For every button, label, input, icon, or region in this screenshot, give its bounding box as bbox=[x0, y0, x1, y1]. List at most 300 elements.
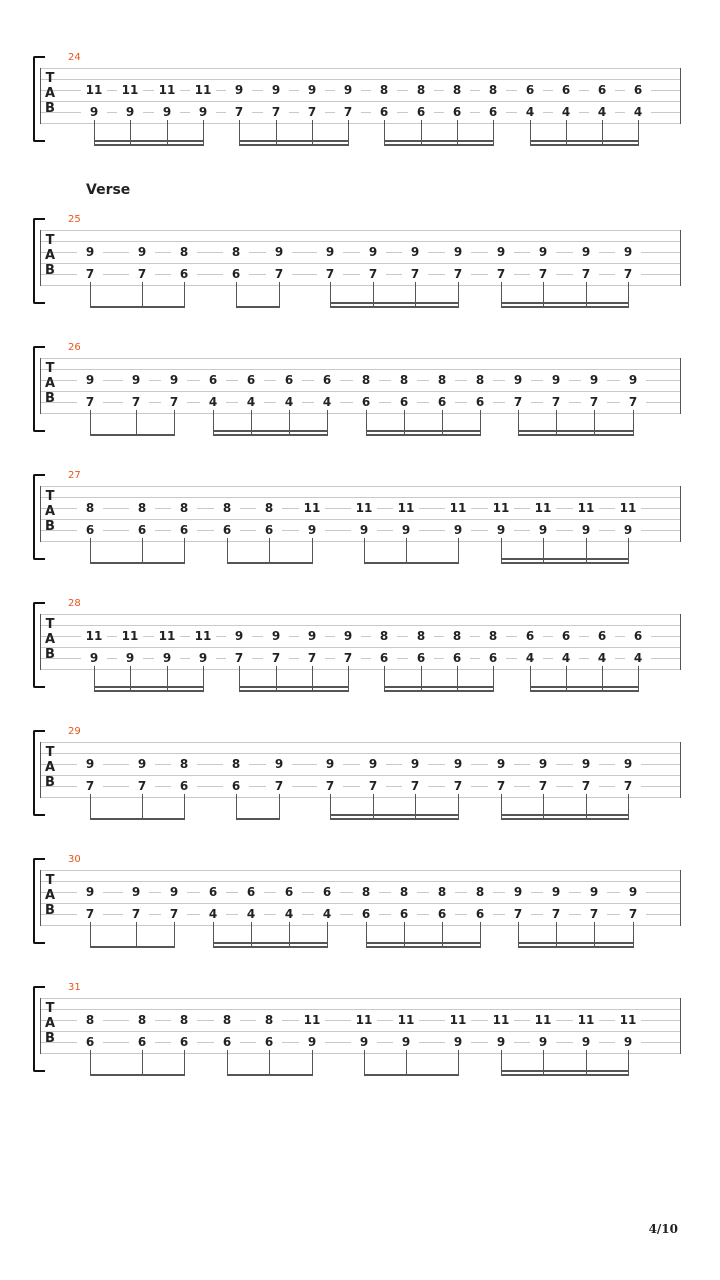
fret-number-lower: 9 bbox=[117, 106, 143, 118]
note-beam bbox=[366, 430, 481, 432]
fret-number-upper: 9 bbox=[543, 374, 569, 386]
note-stem bbox=[136, 922, 137, 948]
barline-start bbox=[40, 614, 41, 670]
note-stem bbox=[364, 1050, 365, 1076]
tab-system bbox=[0, 598, 720, 718]
fret-number-lower: 6 bbox=[480, 652, 506, 664]
note-stem bbox=[90, 922, 91, 948]
fret-number-upper: 11 bbox=[81, 84, 107, 96]
staff-line bbox=[40, 497, 681, 498]
note-beam bbox=[94, 140, 204, 142]
fret-number-upper: 9 bbox=[402, 246, 428, 258]
note-beam bbox=[90, 1074, 185, 1076]
note-stem bbox=[90, 794, 91, 820]
note-stem bbox=[94, 120, 95, 146]
page-number: 4/10 bbox=[648, 1222, 678, 1236]
tab-clef-letter: T bbox=[45, 617, 55, 632]
fret-number-upper: 9 bbox=[505, 374, 531, 386]
note-stem bbox=[556, 410, 557, 436]
fret-number-lower: 7 bbox=[488, 780, 514, 792]
note-stem bbox=[586, 282, 587, 308]
tab-clef-letter: A bbox=[44, 376, 56, 391]
fret-number-upper: 11 bbox=[190, 630, 216, 642]
note-stem bbox=[213, 410, 214, 436]
barline-end bbox=[680, 742, 681, 798]
fret-number-lower: 4 bbox=[200, 908, 226, 920]
note-stem bbox=[330, 282, 331, 308]
measure-number: 31 bbox=[68, 982, 81, 993]
fret-number-upper: 9 bbox=[266, 246, 292, 258]
staff-line bbox=[40, 101, 681, 102]
barline-end bbox=[680, 230, 681, 286]
fret-number-upper: 9 bbox=[123, 374, 149, 386]
barline-start bbox=[40, 68, 41, 124]
tab-system bbox=[0, 470, 720, 590]
note-stem bbox=[312, 666, 313, 692]
fret-number-upper: 11 bbox=[615, 502, 641, 514]
fret-number-upper: 6 bbox=[517, 630, 543, 642]
barline-end bbox=[680, 68, 681, 124]
tab-clef-letter: B bbox=[45, 775, 55, 790]
fret-number-upper: 8 bbox=[171, 1014, 197, 1026]
note-stem bbox=[269, 1050, 270, 1076]
fret-number-lower: 6 bbox=[353, 396, 379, 408]
barline-start bbox=[40, 230, 41, 286]
staff-line bbox=[40, 123, 681, 124]
staff-line bbox=[40, 358, 681, 359]
fret-number-lower: 6 bbox=[129, 1036, 155, 1048]
note-stem bbox=[184, 538, 185, 564]
fret-number-upper: 9 bbox=[266, 758, 292, 770]
fret-number-upper: 9 bbox=[581, 886, 607, 898]
note-stem bbox=[543, 538, 544, 564]
fret-number-upper: 8 bbox=[429, 374, 455, 386]
fret-number-lower: 6 bbox=[171, 268, 197, 280]
fret-number-lower: 6 bbox=[214, 524, 240, 536]
fret-number-upper: 8 bbox=[391, 374, 417, 386]
note-stem bbox=[167, 120, 168, 146]
note-stem bbox=[384, 666, 385, 692]
fret-number-lower: 6 bbox=[353, 908, 379, 920]
fret-number-upper: 11 bbox=[117, 630, 143, 642]
fret-number-upper: 8 bbox=[171, 758, 197, 770]
fret-number-upper: 9 bbox=[335, 84, 361, 96]
section-label: Verse bbox=[86, 182, 131, 198]
note-beam bbox=[501, 814, 629, 816]
note-beam bbox=[501, 818, 629, 820]
fret-number-lower: 6 bbox=[256, 524, 282, 536]
staff-line bbox=[40, 1009, 681, 1010]
note-beam bbox=[364, 562, 459, 564]
fret-number-upper: 8 bbox=[467, 886, 493, 898]
note-beam bbox=[239, 686, 349, 688]
fret-number-lower: 6 bbox=[467, 396, 493, 408]
note-stem bbox=[373, 794, 374, 820]
tab-clef-letter: T bbox=[45, 361, 55, 376]
fret-number-upper: 11 bbox=[393, 502, 419, 514]
fret-number-upper: 9 bbox=[77, 886, 103, 898]
fret-number-upper: 9 bbox=[335, 630, 361, 642]
fret-number-lower: 4 bbox=[276, 908, 302, 920]
fret-number-lower: 4 bbox=[517, 652, 543, 664]
fret-number-upper: 8 bbox=[371, 630, 397, 642]
staff-line bbox=[40, 647, 681, 648]
note-stem bbox=[518, 410, 519, 436]
fret-number-upper: 9 bbox=[488, 246, 514, 258]
note-stem bbox=[480, 922, 481, 948]
note-stem bbox=[366, 410, 367, 436]
fret-number-upper: 9 bbox=[226, 630, 252, 642]
note-stem bbox=[227, 538, 228, 564]
fret-number-lower: 6 bbox=[480, 106, 506, 118]
fret-number-lower: 7 bbox=[445, 268, 471, 280]
fret-number-upper: 9 bbox=[77, 374, 103, 386]
fret-number-upper: 9 bbox=[299, 630, 325, 642]
note-beam bbox=[384, 686, 494, 688]
tab-clef-letter: B bbox=[45, 519, 55, 534]
note-beam bbox=[90, 306, 185, 308]
fret-number-lower: 6 bbox=[371, 106, 397, 118]
note-stem bbox=[184, 794, 185, 820]
note-stem bbox=[174, 410, 175, 436]
fret-number-upper: 6 bbox=[517, 84, 543, 96]
fret-number-lower: 6 bbox=[171, 780, 197, 792]
note-beam bbox=[501, 1074, 629, 1076]
fret-number-lower: 7 bbox=[505, 396, 531, 408]
fret-number-upper: 9 bbox=[263, 630, 289, 642]
staff-line bbox=[40, 753, 681, 754]
fret-number-lower: 7 bbox=[77, 396, 103, 408]
fret-number-upper: 9 bbox=[530, 246, 556, 258]
fret-number-lower: 6 bbox=[223, 268, 249, 280]
fret-number-upper: 11 bbox=[393, 1014, 419, 1026]
fret-number-upper: 6 bbox=[625, 630, 651, 642]
note-beam bbox=[213, 430, 328, 432]
barline-end bbox=[680, 614, 681, 670]
fret-number-lower: 6 bbox=[214, 1036, 240, 1048]
note-stem bbox=[279, 282, 280, 308]
fret-number-lower: 6 bbox=[391, 908, 417, 920]
fret-number-upper: 9 bbox=[77, 246, 103, 258]
fret-number-lower: 9 bbox=[393, 524, 419, 536]
note-stem bbox=[493, 120, 494, 146]
fret-number-lower: 9 bbox=[81, 106, 107, 118]
note-stem bbox=[236, 282, 237, 308]
note-beam bbox=[236, 818, 280, 820]
fret-number-upper: 9 bbox=[505, 886, 531, 898]
note-stem bbox=[184, 1050, 185, 1076]
tab-clef-letter: B bbox=[45, 101, 55, 116]
note-stem bbox=[458, 794, 459, 820]
note-beam bbox=[236, 306, 280, 308]
fret-number-lower: 9 bbox=[351, 524, 377, 536]
note-stem bbox=[330, 794, 331, 820]
note-stem bbox=[312, 538, 313, 564]
barline-end bbox=[680, 870, 681, 926]
fret-number-lower: 7 bbox=[620, 396, 646, 408]
note-beam bbox=[530, 686, 639, 688]
note-stem bbox=[543, 794, 544, 820]
fret-number-lower: 6 bbox=[408, 106, 434, 118]
note-stem bbox=[638, 120, 639, 146]
note-stem bbox=[594, 922, 595, 948]
note-stem bbox=[130, 666, 131, 692]
fret-number-upper: 11 bbox=[351, 1014, 377, 1026]
note-stem bbox=[276, 666, 277, 692]
fret-number-lower: 7 bbox=[543, 908, 569, 920]
fret-number-upper: 11 bbox=[573, 1014, 599, 1026]
fret-number-lower: 7 bbox=[266, 268, 292, 280]
staff-line bbox=[40, 1053, 681, 1054]
fret-number-lower: 6 bbox=[129, 524, 155, 536]
note-stem bbox=[136, 410, 137, 436]
note-stem bbox=[184, 282, 185, 308]
fret-number-upper: 6 bbox=[589, 630, 615, 642]
note-beam bbox=[239, 690, 349, 692]
fret-number-upper: 11 bbox=[117, 84, 143, 96]
fret-number-lower: 7 bbox=[226, 106, 252, 118]
measure-number: 24 bbox=[68, 52, 81, 63]
staff-line bbox=[40, 391, 681, 392]
fret-number-lower: 6 bbox=[408, 652, 434, 664]
fret-number-upper: 9 bbox=[581, 374, 607, 386]
fret-number-lower: 4 bbox=[589, 106, 615, 118]
fret-number-lower: 7 bbox=[299, 652, 325, 664]
fret-number-lower: 7 bbox=[123, 908, 149, 920]
fret-number-upper: 8 bbox=[256, 1014, 282, 1026]
note-beam bbox=[330, 814, 459, 816]
note-stem bbox=[236, 794, 237, 820]
note-beam bbox=[90, 434, 175, 436]
note-stem bbox=[90, 1050, 91, 1076]
fret-number-lower: 9 bbox=[81, 652, 107, 664]
fret-number-upper: 6 bbox=[200, 374, 226, 386]
note-beam bbox=[501, 302, 629, 304]
fret-number-lower: 9 bbox=[154, 652, 180, 664]
note-beam bbox=[90, 818, 185, 820]
fret-number-lower: 7 bbox=[615, 780, 641, 792]
fret-number-upper: 11 bbox=[81, 630, 107, 642]
fret-number-upper: 8 bbox=[467, 374, 493, 386]
tab-clef-letter: T bbox=[45, 873, 55, 888]
note-beam bbox=[501, 1070, 629, 1072]
note-beam bbox=[530, 144, 639, 146]
fret-number-lower: 6 bbox=[371, 652, 397, 664]
note-beam bbox=[213, 942, 328, 944]
fret-number-lower: 9 bbox=[530, 1036, 556, 1048]
fret-number-lower: 9 bbox=[488, 524, 514, 536]
fret-number-lower: 7 bbox=[299, 106, 325, 118]
tab-clef-letter: A bbox=[44, 888, 56, 903]
fret-number-lower: 6 bbox=[77, 524, 103, 536]
fret-number-lower: 9 bbox=[351, 1036, 377, 1048]
fret-number-upper: 8 bbox=[408, 630, 434, 642]
fret-number-lower: 7 bbox=[445, 780, 471, 792]
note-beam bbox=[227, 1074, 313, 1076]
fret-number-upper: 8 bbox=[77, 502, 103, 514]
fret-number-upper: 9 bbox=[129, 758, 155, 770]
fret-number-upper: 6 bbox=[314, 886, 340, 898]
note-stem bbox=[269, 538, 270, 564]
fret-number-lower: 4 bbox=[553, 652, 579, 664]
fret-number-lower: 9 bbox=[530, 524, 556, 536]
fret-number-upper: 8 bbox=[429, 886, 455, 898]
note-stem bbox=[142, 538, 143, 564]
fret-number-upper: 11 bbox=[351, 502, 377, 514]
note-stem bbox=[406, 538, 407, 564]
fret-number-lower: 7 bbox=[543, 396, 569, 408]
fret-number-upper: 9 bbox=[615, 246, 641, 258]
note-stem bbox=[501, 282, 502, 308]
tab-clef-letter: A bbox=[44, 504, 56, 519]
fret-number-upper: 8 bbox=[77, 1014, 103, 1026]
fret-number-lower: 7 bbox=[129, 780, 155, 792]
note-stem bbox=[213, 922, 214, 948]
tab-clef-letter: T bbox=[45, 745, 55, 760]
staff-line bbox=[40, 903, 681, 904]
note-stem bbox=[327, 922, 328, 948]
staff-line bbox=[40, 1031, 681, 1032]
staff-line bbox=[40, 797, 681, 798]
fret-number-upper: 6 bbox=[276, 374, 302, 386]
note-stem bbox=[633, 410, 634, 436]
note-stem bbox=[404, 922, 405, 948]
note-stem bbox=[628, 1050, 629, 1076]
fret-number-upper: 8 bbox=[171, 246, 197, 258]
staff-line bbox=[40, 870, 681, 871]
note-stem bbox=[239, 120, 240, 146]
staff-line bbox=[40, 625, 681, 626]
fret-number-upper: 6 bbox=[238, 886, 264, 898]
staff-line bbox=[40, 669, 681, 670]
note-beam bbox=[94, 144, 204, 146]
fret-number-lower: 6 bbox=[256, 1036, 282, 1048]
note-stem bbox=[530, 120, 531, 146]
fret-number-lower: 6 bbox=[444, 106, 470, 118]
measure-number: 30 bbox=[68, 854, 81, 865]
note-stem bbox=[406, 1050, 407, 1076]
barline-end bbox=[680, 486, 681, 542]
tab-clef-letter: T bbox=[45, 71, 55, 86]
barline-end bbox=[680, 998, 681, 1054]
fret-number-upper: 9 bbox=[317, 246, 343, 258]
fret-number-lower: 7 bbox=[161, 908, 187, 920]
fret-number-lower: 9 bbox=[299, 1036, 325, 1048]
fret-number-upper: 6 bbox=[238, 374, 264, 386]
fret-number-lower: 4 bbox=[276, 396, 302, 408]
note-beam bbox=[366, 434, 481, 436]
note-stem bbox=[142, 1050, 143, 1076]
fret-number-lower: 6 bbox=[171, 1036, 197, 1048]
tab-clef-letter: A bbox=[44, 760, 56, 775]
barline-start bbox=[40, 870, 41, 926]
note-beam bbox=[213, 434, 328, 436]
note-beam bbox=[530, 690, 639, 692]
fret-number-upper: 9 bbox=[263, 84, 289, 96]
tab-system bbox=[0, 854, 720, 974]
note-stem bbox=[602, 120, 603, 146]
barline-start bbox=[40, 486, 41, 542]
note-stem bbox=[312, 120, 313, 146]
note-beam bbox=[518, 942, 634, 944]
fret-number-lower: 9 bbox=[190, 106, 216, 118]
fret-number-lower: 4 bbox=[625, 652, 651, 664]
barline-start bbox=[40, 998, 41, 1054]
fret-number-upper: 8 bbox=[171, 502, 197, 514]
fret-number-lower: 6 bbox=[429, 908, 455, 920]
note-stem bbox=[279, 794, 280, 820]
tab-clef-letter: B bbox=[45, 391, 55, 406]
measure-number: 28 bbox=[68, 598, 81, 609]
fret-number-upper: 11 bbox=[154, 630, 180, 642]
staff-line bbox=[40, 881, 681, 882]
note-beam bbox=[518, 946, 634, 948]
staff-line bbox=[40, 230, 681, 231]
tab-clef-letter: B bbox=[45, 263, 55, 278]
fret-number-lower: 7 bbox=[77, 908, 103, 920]
fret-number-upper: 11 bbox=[488, 502, 514, 514]
note-beam bbox=[227, 562, 313, 564]
note-stem bbox=[203, 666, 204, 692]
fret-number-upper: 11 bbox=[615, 1014, 641, 1026]
fret-number-lower: 9 bbox=[488, 1036, 514, 1048]
fret-number-upper: 9 bbox=[226, 84, 252, 96]
fret-number-lower: 7 bbox=[77, 780, 103, 792]
fret-number-lower: 7 bbox=[581, 908, 607, 920]
note-stem bbox=[90, 410, 91, 436]
fret-number-lower: 9 bbox=[573, 1036, 599, 1048]
fret-number-upper: 8 bbox=[214, 1014, 240, 1026]
fret-number-lower: 7 bbox=[317, 780, 343, 792]
fret-number-lower: 9 bbox=[393, 1036, 419, 1048]
measure-number: 29 bbox=[68, 726, 81, 737]
fret-number-lower: 7 bbox=[505, 908, 531, 920]
note-stem bbox=[480, 410, 481, 436]
staff-line bbox=[40, 998, 681, 999]
note-stem bbox=[289, 922, 290, 948]
fret-number-upper: 11 bbox=[573, 502, 599, 514]
fret-number-lower: 6 bbox=[77, 1036, 103, 1048]
fret-number-lower: 7 bbox=[266, 780, 292, 792]
measure-number: 26 bbox=[68, 342, 81, 353]
fret-number-lower: 4 bbox=[625, 106, 651, 118]
fret-number-upper: 9 bbox=[129, 246, 155, 258]
note-stem bbox=[518, 922, 519, 948]
fret-number-lower: 7 bbox=[263, 106, 289, 118]
fret-number-upper: 9 bbox=[161, 886, 187, 898]
note-beam bbox=[501, 306, 629, 308]
fret-number-lower: 6 bbox=[223, 780, 249, 792]
fret-number-upper: 9 bbox=[402, 758, 428, 770]
note-stem bbox=[602, 666, 603, 692]
fret-number-lower: 9 bbox=[299, 524, 325, 536]
note-stem bbox=[251, 922, 252, 948]
note-stem bbox=[586, 1050, 587, 1076]
fret-number-lower: 9 bbox=[573, 524, 599, 536]
fret-number-lower: 9 bbox=[190, 652, 216, 664]
fret-number-upper: 9 bbox=[620, 374, 646, 386]
note-beam bbox=[90, 562, 185, 564]
note-stem bbox=[543, 282, 544, 308]
note-stem bbox=[501, 1050, 502, 1076]
tab-system bbox=[0, 342, 720, 462]
fret-number-upper: 6 bbox=[553, 84, 579, 96]
note-stem bbox=[594, 410, 595, 436]
fret-number-lower: 6 bbox=[444, 652, 470, 664]
tab-clef-letter: T bbox=[45, 233, 55, 248]
note-stem bbox=[415, 282, 416, 308]
note-stem bbox=[312, 1050, 313, 1076]
